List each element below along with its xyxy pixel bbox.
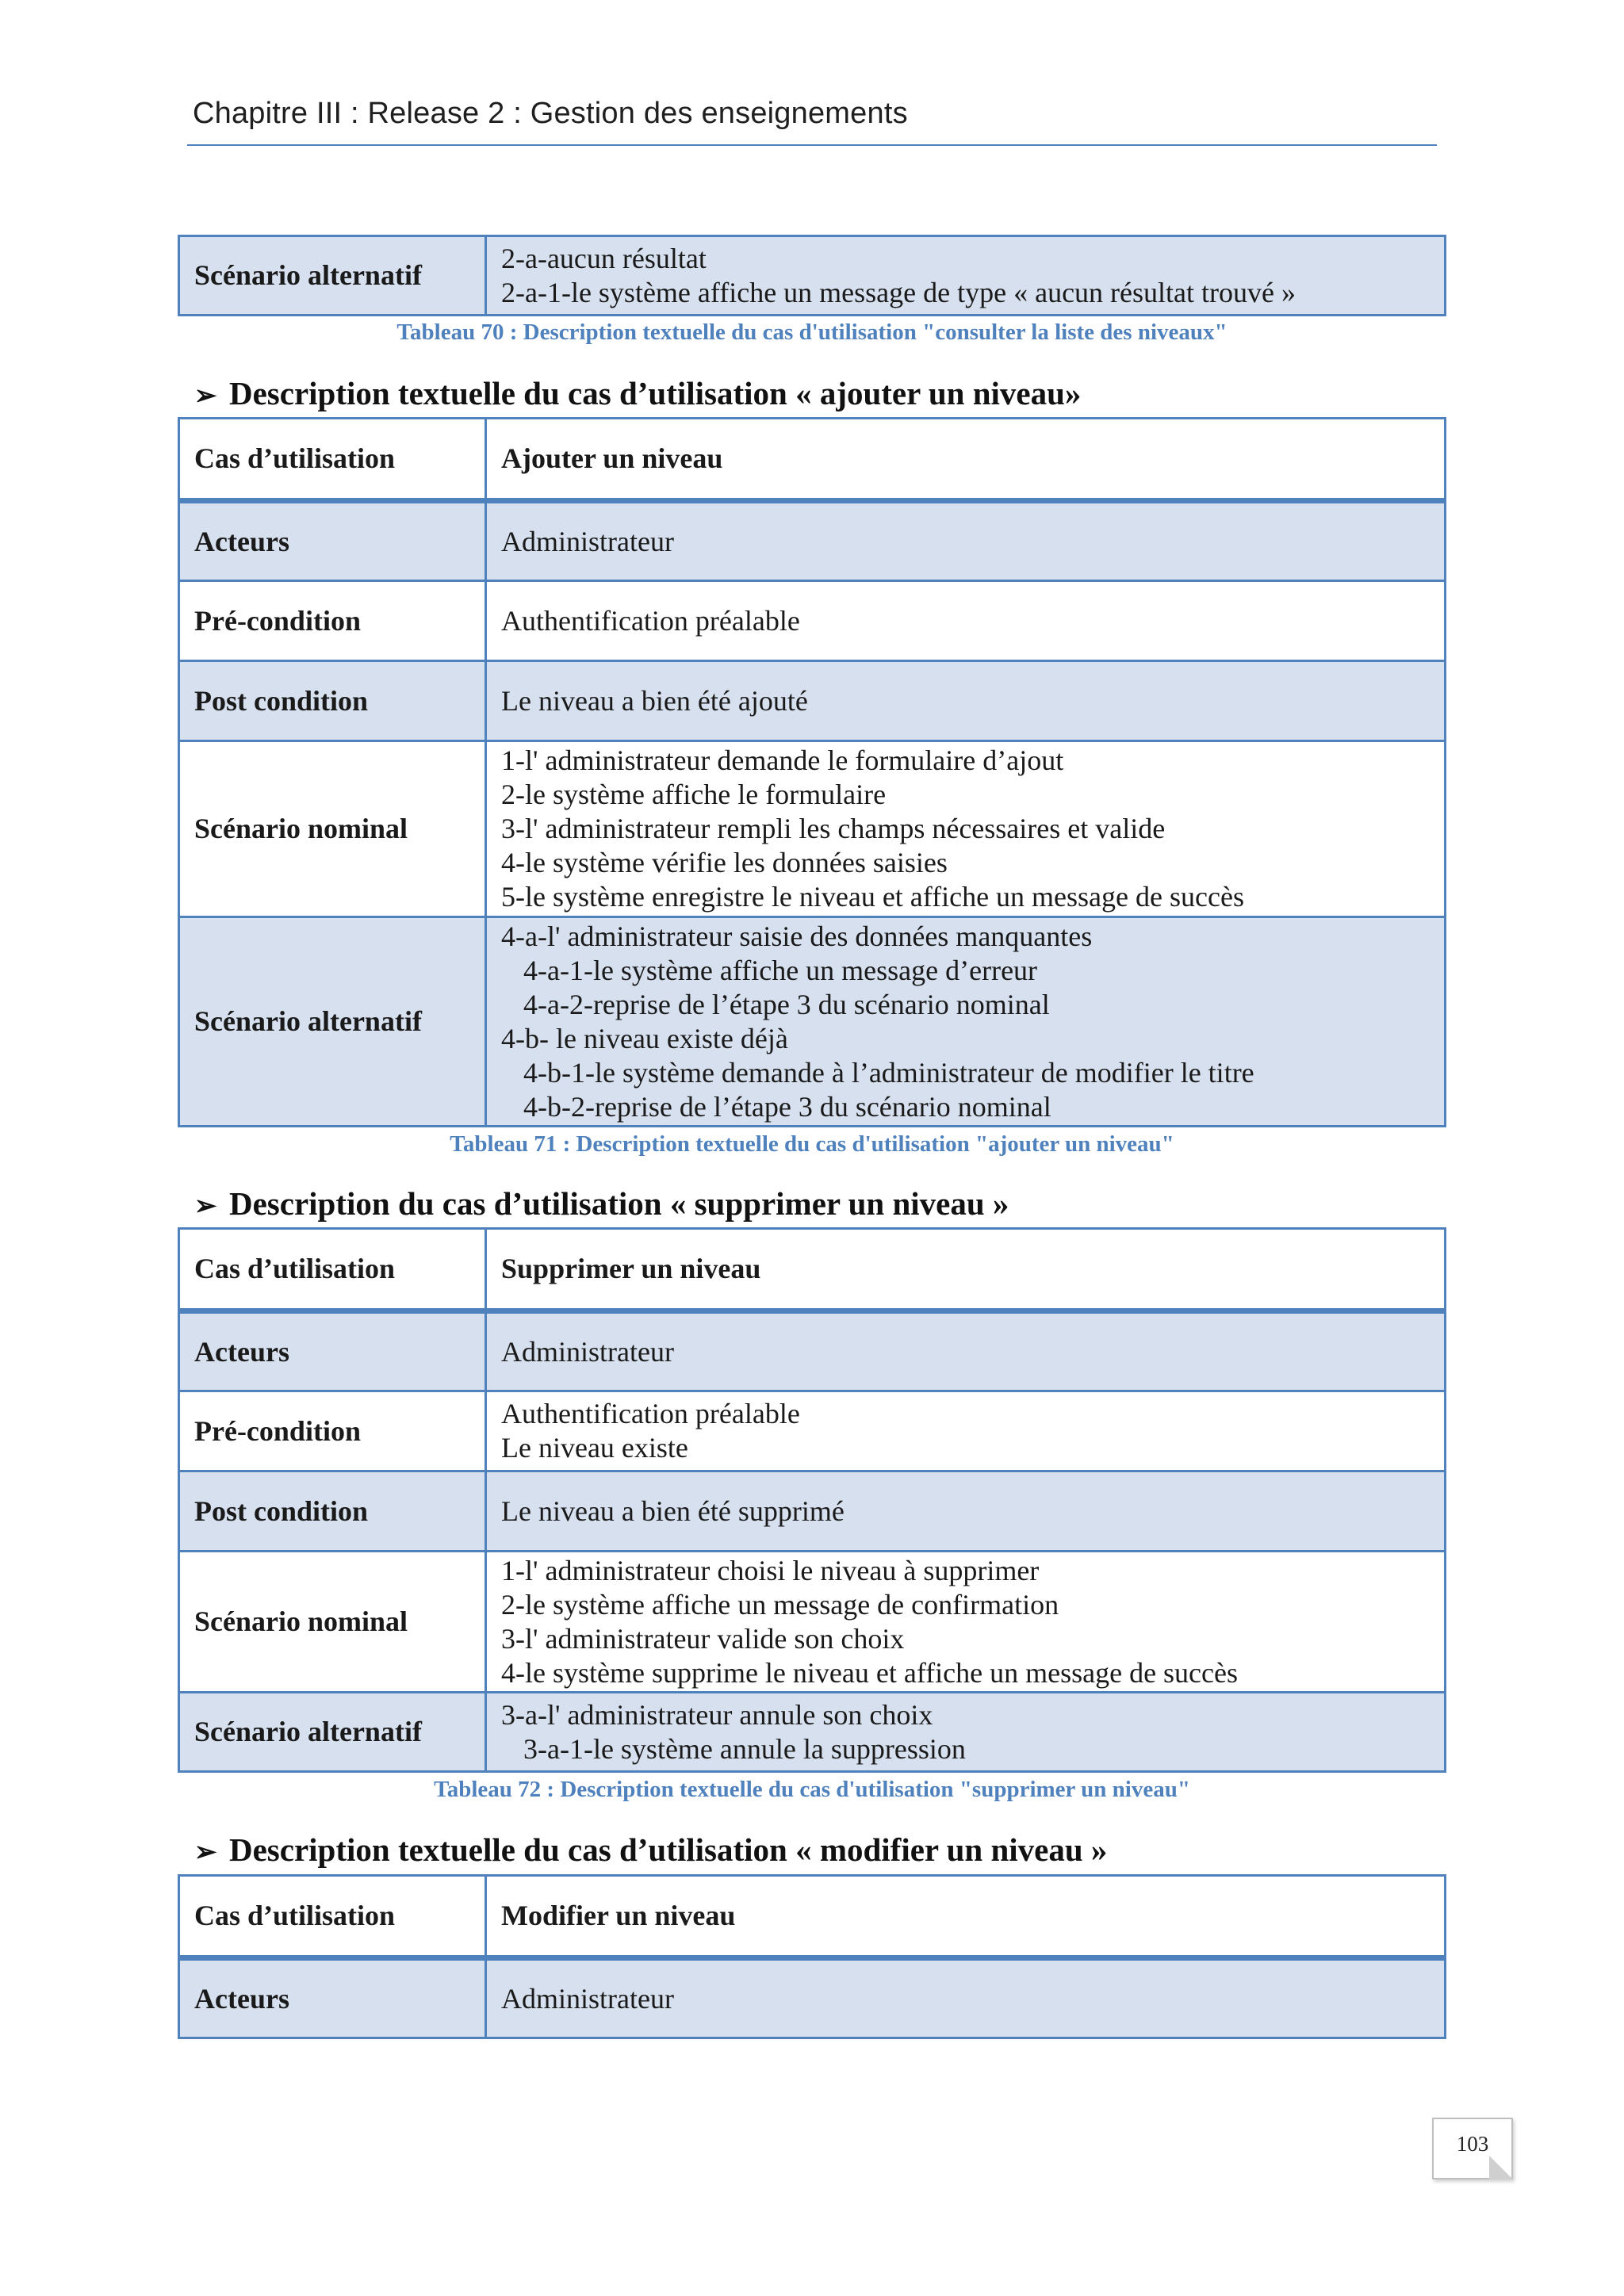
row-value — [486, 917, 1446, 1127]
value-line: 3-l' administrateur valide son choix — [501, 1622, 905, 1655]
use-case-name: Modifier un niveau — [486, 1876, 1446, 1958]
section-title-text: Description textuelle du cas d’utilisation « ajouter un niveau» — [229, 375, 1082, 411]
use-case-name: Ajouter un niveau — [486, 419, 1446, 501]
use-case-table-70 — [178, 235, 1446, 316]
bullet-arrow-icon: ➢ — [194, 1192, 217, 1221]
bullet-arrow-icon: ➢ — [194, 381, 217, 411]
row-label: Cas d’utilisation — [179, 419, 486, 501]
row-label: Scénario alternatif — [179, 236, 486, 316]
row-value — [486, 1693, 1446, 1772]
section-title-supprimer — [194, 1184, 1009, 1226]
section-title-ajouter — [194, 374, 1081, 415]
bullet-arrow-icon: ➢ — [194, 1838, 217, 1867]
value-line: 1-l' administrateur demande le formulaire d’ajout — [501, 744, 1064, 776]
value-line: 4-le système vérifie les données saisies — [501, 847, 948, 878]
value-line: 4-le système supprime le niveau et affiche un message de succès — [501, 1656, 1239, 1689]
page-number-box — [1432, 2118, 1513, 2179]
value-line: 3-a-l' administrateur annule son choix — [501, 1698, 933, 1731]
row-label: Acteurs — [179, 501, 486, 581]
row-label: Pré-condition — [179, 581, 486, 661]
value-line: Authentification préalable — [501, 1398, 800, 1429]
row-label: Acteurs — [179, 1958, 486, 2038]
value-line: 1-l' administrateur choisi le niveau à supprimer — [501, 1554, 1040, 1586]
table-row — [179, 1693, 1446, 1772]
value-line: Le niveau existe — [501, 1432, 688, 1464]
row-value: Le niveau a bien été supprimé — [486, 1471, 1446, 1552]
row-label: Cas d’utilisation — [179, 1229, 486, 1311]
section-title-modifier — [194, 1831, 1107, 1872]
section-title-text: Description textuelle du cas d’utilisation « modifier un niveau » — [229, 1831, 1108, 1868]
row-value: Administrateur — [486, 1958, 1446, 2038]
row-label: Acteurs — [179, 1311, 486, 1391]
page-header-title: Chapitre III : Release 2 : Gestion des enseignements — [193, 97, 908, 130]
value-line: 2-a-aucun résultat — [501, 242, 707, 274]
table-caption-70: Tableau 70 : Description textuelle du cas d'utilisation "consulter la liste des niveaux" — [396, 320, 1228, 345]
table-row — [179, 581, 1446, 661]
header-divider — [187, 144, 1437, 146]
row-label: Scénario alternatif — [179, 1693, 486, 1772]
row-label: Post condition — [179, 661, 486, 741]
value-line: 5-le système enregistre le niveau et affiche un message de succès — [501, 881, 1244, 913]
value-line: 4-a-1-le système affiche un message d’erreur — [523, 954, 1038, 986]
value-line: 3-a-1-le système annule la suppression — [523, 1732, 966, 1765]
table-row — [179, 501, 1446, 581]
table-row — [179, 917, 1446, 1127]
value-line: 4-a-l' administrateur saisie des données manquantes — [501, 920, 1093, 952]
use-case-table-72 — [178, 1227, 1446, 1773]
value-line: 4-a-2-reprise de l’étape 3 du scénario nominal — [523, 988, 1050, 1020]
table-row — [179, 1552, 1446, 1693]
table-header-row — [179, 419, 1446, 501]
section-title-text: Description du cas d’utilisation « supprimer un niveau » — [229, 1185, 1009, 1222]
row-label: Post condition — [179, 1471, 486, 1552]
table-row — [179, 236, 1446, 316]
table-row — [179, 1471, 1446, 1552]
value-line: 2-a-1-le système affiche un message de type « aucun résultat trouvé » — [501, 276, 1296, 308]
table-row — [179, 1391, 1446, 1471]
table-row — [179, 661, 1446, 741]
value-line: 2-le système affiche le formulaire — [501, 779, 887, 810]
row-value: Authentification préalable — [486, 581, 1446, 661]
row-value — [486, 236, 1446, 316]
value-line: 4-b-1-le système demande à l’administrateur de modifier le titre — [523, 1056, 1254, 1089]
table-caption-71: Tableau 71 : Description textuelle du cas d'utilisation "ajouter un niveau" — [450, 1131, 1174, 1157]
table-caption-72: Tableau 72 : Description textuelle du cas d'utilisation "supprimer un niveau" — [434, 1777, 1190, 1802]
table-header-row — [179, 1876, 1446, 1958]
table-header-row — [179, 1229, 1446, 1311]
row-label: Scénario nominal — [179, 741, 486, 917]
value-line: 2-le système affiche un message de confirmation — [501, 1588, 1059, 1621]
table-row — [179, 1958, 1446, 2038]
page-curl-icon — [1489, 2156, 1513, 2179]
row-value — [486, 1391, 1446, 1471]
use-case-table-71 — [178, 417, 1446, 1127]
row-label: Pré-condition — [179, 1391, 486, 1471]
table-row — [179, 1311, 1446, 1391]
row-label: Scénario alternatif — [179, 917, 486, 1127]
row-label: Scénario nominal — [179, 1552, 486, 1693]
use-case-name: Supprimer un niveau — [486, 1229, 1446, 1311]
page-number: 103 — [1456, 2132, 1489, 2156]
use-case-table-73 — [178, 1874, 1446, 2039]
value-line: 4-b- le niveau existe déjà — [501, 1022, 788, 1054]
table-row — [179, 741, 1446, 917]
row-label: Cas d’utilisation — [179, 1876, 486, 1958]
row-value — [486, 741, 1446, 917]
row-value — [486, 1552, 1446, 1693]
row-value: Le niveau a bien été ajouté — [486, 661, 1446, 741]
value-line: 3-l' administrateur rempli les champs nécessaires et valide — [501, 813, 1166, 844]
row-value: Administrateur — [486, 501, 1446, 581]
row-value: Administrateur — [486, 1311, 1446, 1391]
value-line: 4-b-2-reprise de l’étape 3 du scénario nominal — [523, 1090, 1051, 1123]
